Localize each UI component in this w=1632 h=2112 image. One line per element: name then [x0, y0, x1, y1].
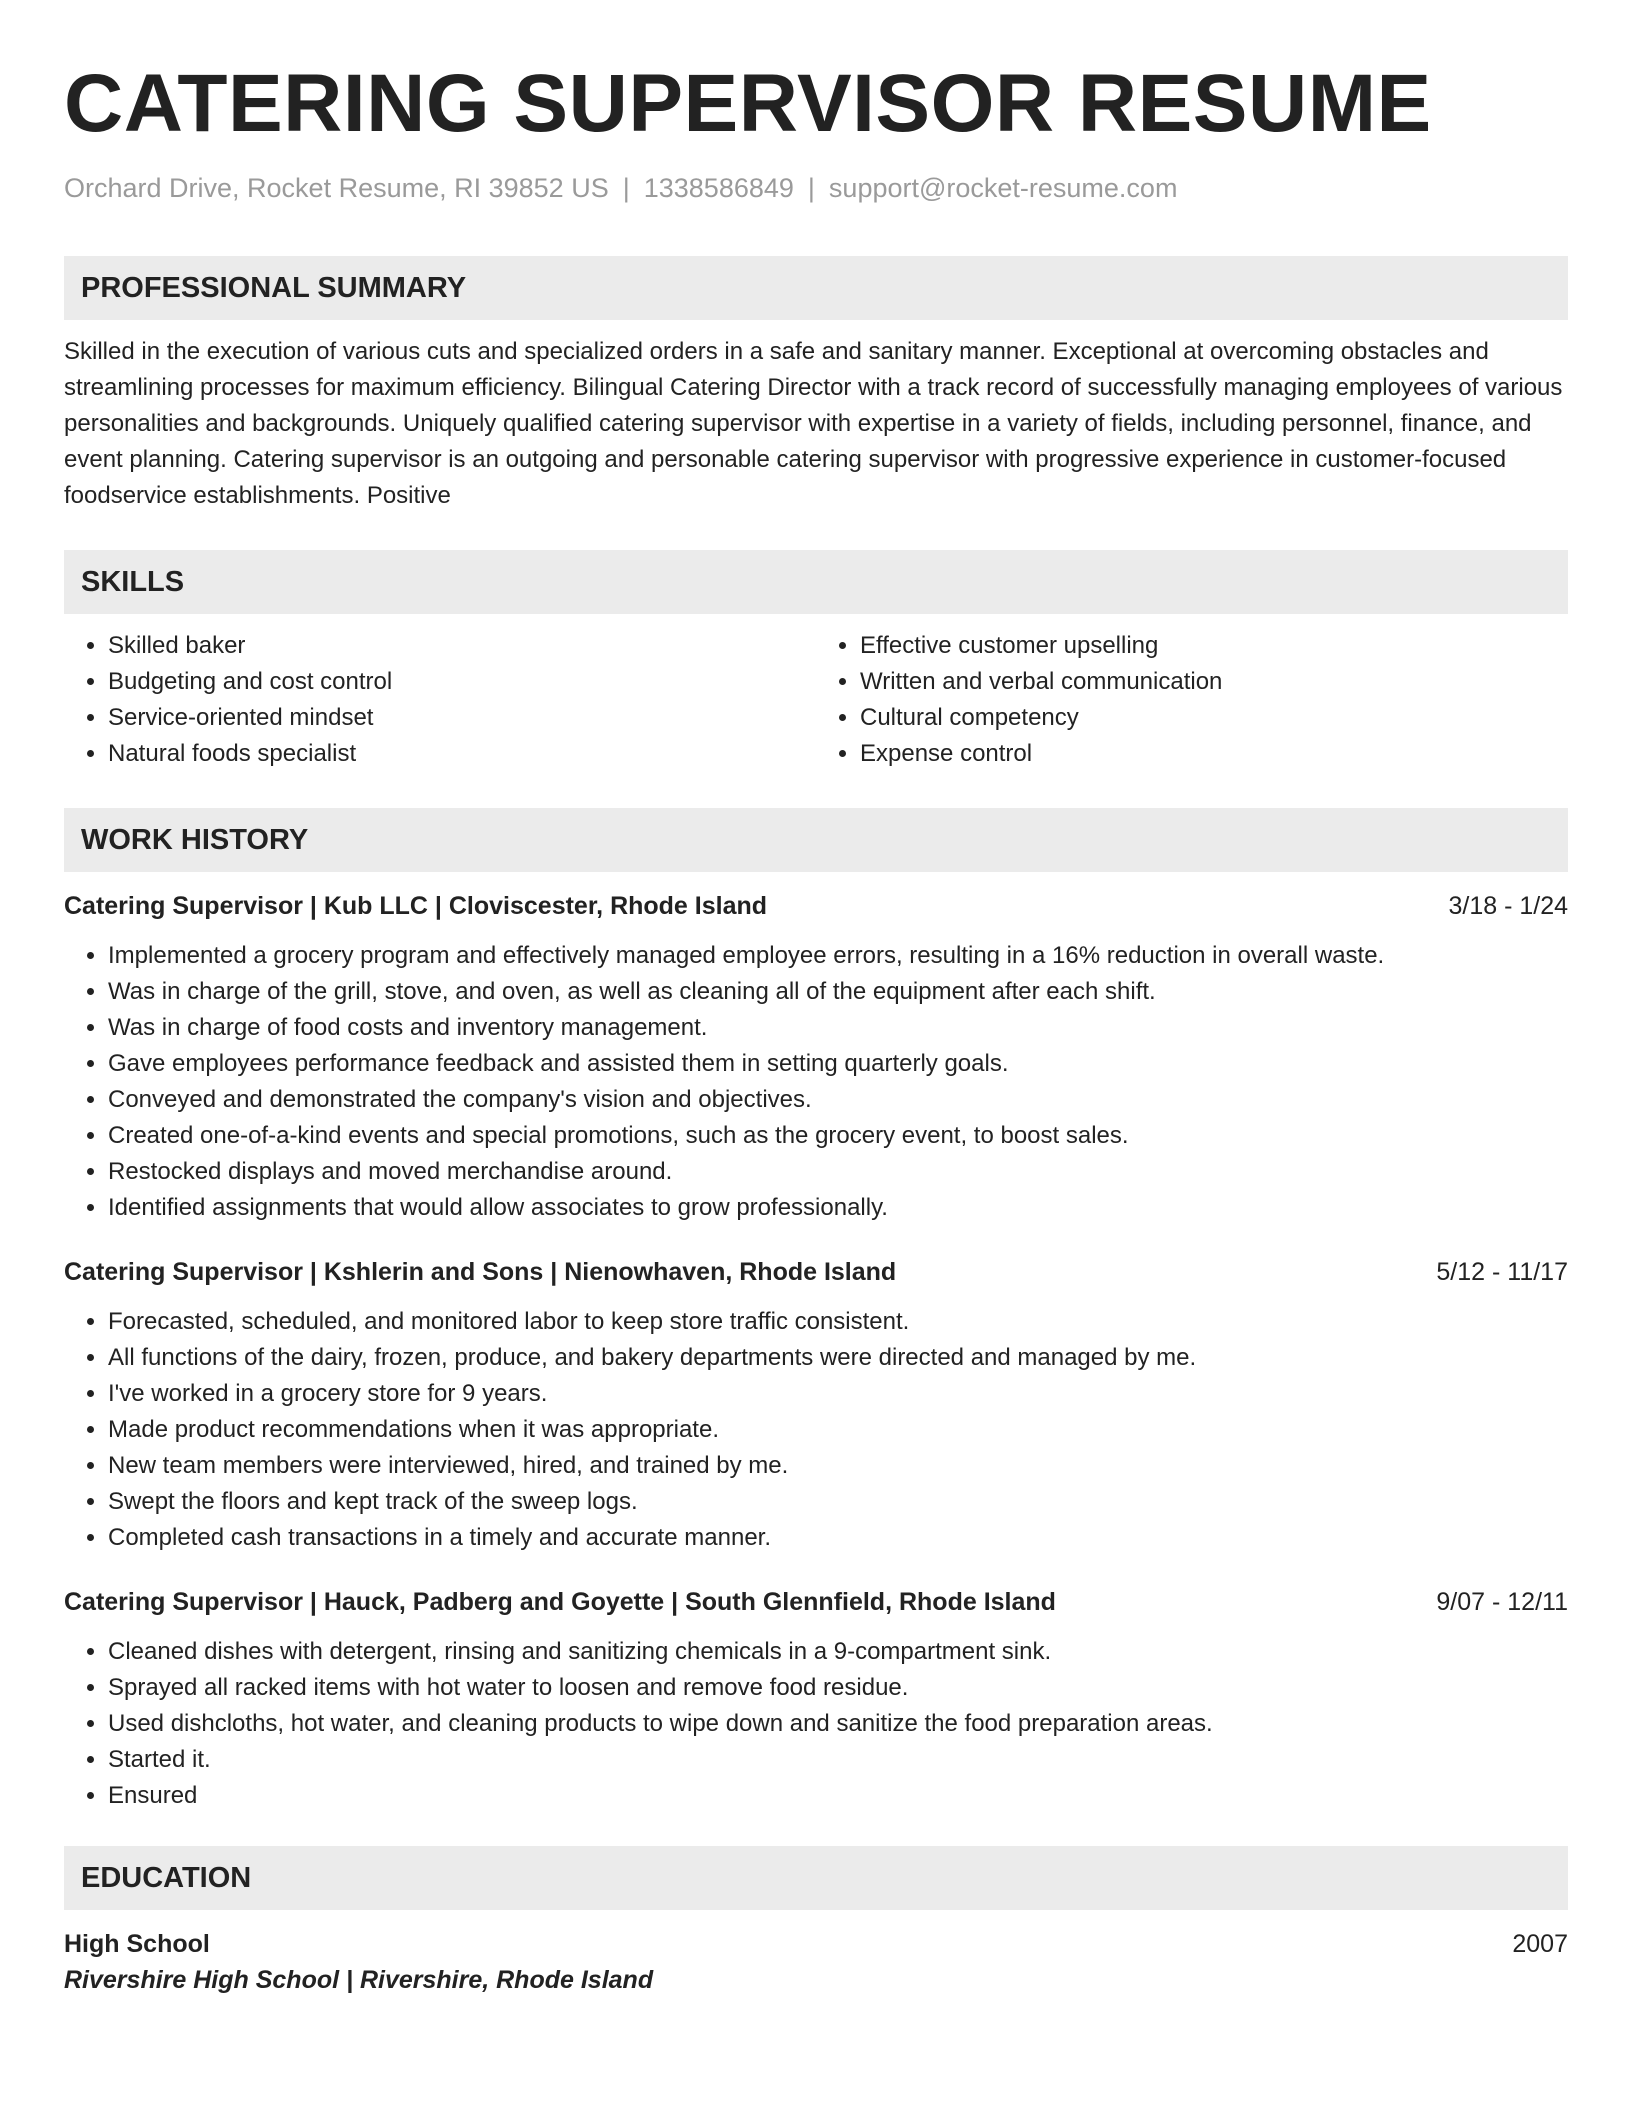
- duty-item: • Conveyed and demonstrated the company's vision and objectives.: [108, 1082, 1568, 1118]
- education-degree: High School: [64, 1930, 210, 1958]
- duty-item: • New team members were interviewed, hired, and trained by me.: [108, 1448, 1568, 1484]
- education-school: Rivershire High School | Rivershire, Rhode Island: [64, 1966, 654, 1994]
- contact-line: [64, 170, 1568, 206]
- duty-item: • Ensured: [108, 1778, 1568, 1814]
- education-year: 2007: [1512, 1930, 1568, 1958]
- skill-item: • Effective customer upselling: [860, 628, 1568, 664]
- duty-item: • Cleaned dishes with detergent, rinsing and sanitizing chemicals in a 9-compartment sink.: [108, 1634, 1568, 1670]
- job-dates: 3/18 - 1/24: [1448, 892, 1568, 920]
- duty-item: • Implemented a grocery program and effectively managed employee errors, resulting in a 16% reduction in overall waste.: [108, 938, 1568, 974]
- duty-item: • Swept the floors and kept track of the sweep logs.: [108, 1484, 1568, 1520]
- contact-email: support@rocket-resume.com: [828, 173, 1178, 203]
- duty-item: • Made product recommendations when it was appropriate.: [108, 1412, 1568, 1448]
- job-title: Catering Supervisor | Kub LLC | Cloviscester, Rhode Island: [64, 892, 768, 920]
- duty-item: • Restocked displays and moved merchandise around.: [108, 1154, 1568, 1190]
- education-header: [64, 1926, 1568, 1962]
- skill-item: • Service-oriented mindset: [108, 700, 816, 736]
- duty-item: • Forecasted, scheduled, and monitored labor to keep store traffic consistent.: [108, 1304, 1568, 1340]
- skills-list: [64, 628, 1568, 772]
- skill-item: • Budgeting and cost control: [108, 664, 816, 700]
- duty-item: • Started it.: [108, 1742, 1568, 1778]
- skills-column-right: [816, 628, 1568, 772]
- duty-item: • Used dishcloths, hot water, and cleaning products to wipe down and sanitize the food preparation areas.: [108, 1706, 1568, 1742]
- section-header-skills: SKILLS: [64, 550, 1568, 614]
- job-title: Catering Supervisor | Kshlerin and Sons | Nienowhaven, Rhode Island: [64, 1258, 897, 1286]
- section-header-summary: PROFESSIONAL SUMMARY: [64, 256, 1568, 320]
- job-entry: [64, 1254, 1568, 1556]
- skill-item: • Written and verbal communication: [860, 664, 1568, 700]
- job-duties: [64, 1304, 1568, 1556]
- skill-item: • Natural foods specialist: [108, 736, 816, 772]
- duty-item: • Completed cash transactions in a timely and accurate manner.: [108, 1520, 1568, 1556]
- job-entry: [64, 888, 1568, 1226]
- job-header: [64, 1254, 1568, 1290]
- skill-item: • Cultural competency: [860, 700, 1568, 736]
- duty-item: • Identified assignments that would allow associates to grow professionally.: [108, 1190, 1568, 1226]
- contact-separator: |: [807, 173, 815, 203]
- duty-item: • Gave employees performance feedback and assisted them in setting quarterly goals.: [108, 1046, 1568, 1082]
- duty-item: • I've worked in a grocery store for 9 years.: [108, 1376, 1568, 1412]
- skills-column-left: [64, 628, 816, 772]
- skill-item: • Expense control: [860, 736, 1568, 772]
- job-duties: [64, 1634, 1568, 1814]
- job-header: [64, 1584, 1568, 1620]
- duty-item: • Was in charge of food costs and inventory management.: [108, 1010, 1568, 1046]
- resume-title: CATERING SUPERVISOR RESUME: [64, 58, 1432, 149]
- job-entry: [64, 1584, 1568, 1814]
- contact-address: Orchard Drive, Rocket Resume, RI 39852 US: [64, 173, 609, 203]
- duty-item: • Created one-of-a-kind events and special promotions, such as the grocery event, to boost sales.: [108, 1118, 1568, 1154]
- section-header-work-history: WORK HISTORY: [64, 808, 1568, 872]
- summary-text: Skilled in the execution of various cuts and specialized orders in a safe and sanitary manner. Exceptional at overcoming obstacles and streamlining processes for maximum efficiency. Bilingual Catering Director with a track record of successfully managing employees of various personalities and backgrounds. Uniquely qualified catering supervisor with expertise in a variety of fields, including personnel, finance, and event planning. Catering supervisor is an outgoing and personable catering supervisor with progressive experience in customer-focused foodservice establishments. Positive: [64, 338, 1563, 509]
- duty-item: • All functions of the dairy, frozen, produce, and bakery departments were directed and managed by me.: [108, 1340, 1568, 1376]
- resume-page: [64, 56, 1568, 1998]
- skill-item: • Skilled baker: [108, 628, 816, 664]
- job-duties: [64, 938, 1568, 1226]
- duty-item: • Sprayed all racked items with hot water to loosen and remove food residue.: [108, 1670, 1568, 1706]
- contact-separator: |: [622, 173, 630, 203]
- job-dates: 9/07 - 12/11: [1436, 1588, 1568, 1616]
- job-dates: 5/12 - 11/17: [1436, 1258, 1568, 1286]
- contact-phone: 1338586849: [643, 173, 794, 203]
- section-header-education: EDUCATION: [64, 1846, 1568, 1910]
- education-entry: [64, 1926, 1568, 1998]
- job-header: [64, 888, 1568, 924]
- job-title: Catering Supervisor | Hauck, Padberg and Goyette | South Glennfield, Rhode Island: [64, 1588, 1056, 1616]
- duty-item: • Was in charge of the grill, stove, and oven, as well as cleaning all of the equipment after each shift.: [108, 974, 1568, 1010]
